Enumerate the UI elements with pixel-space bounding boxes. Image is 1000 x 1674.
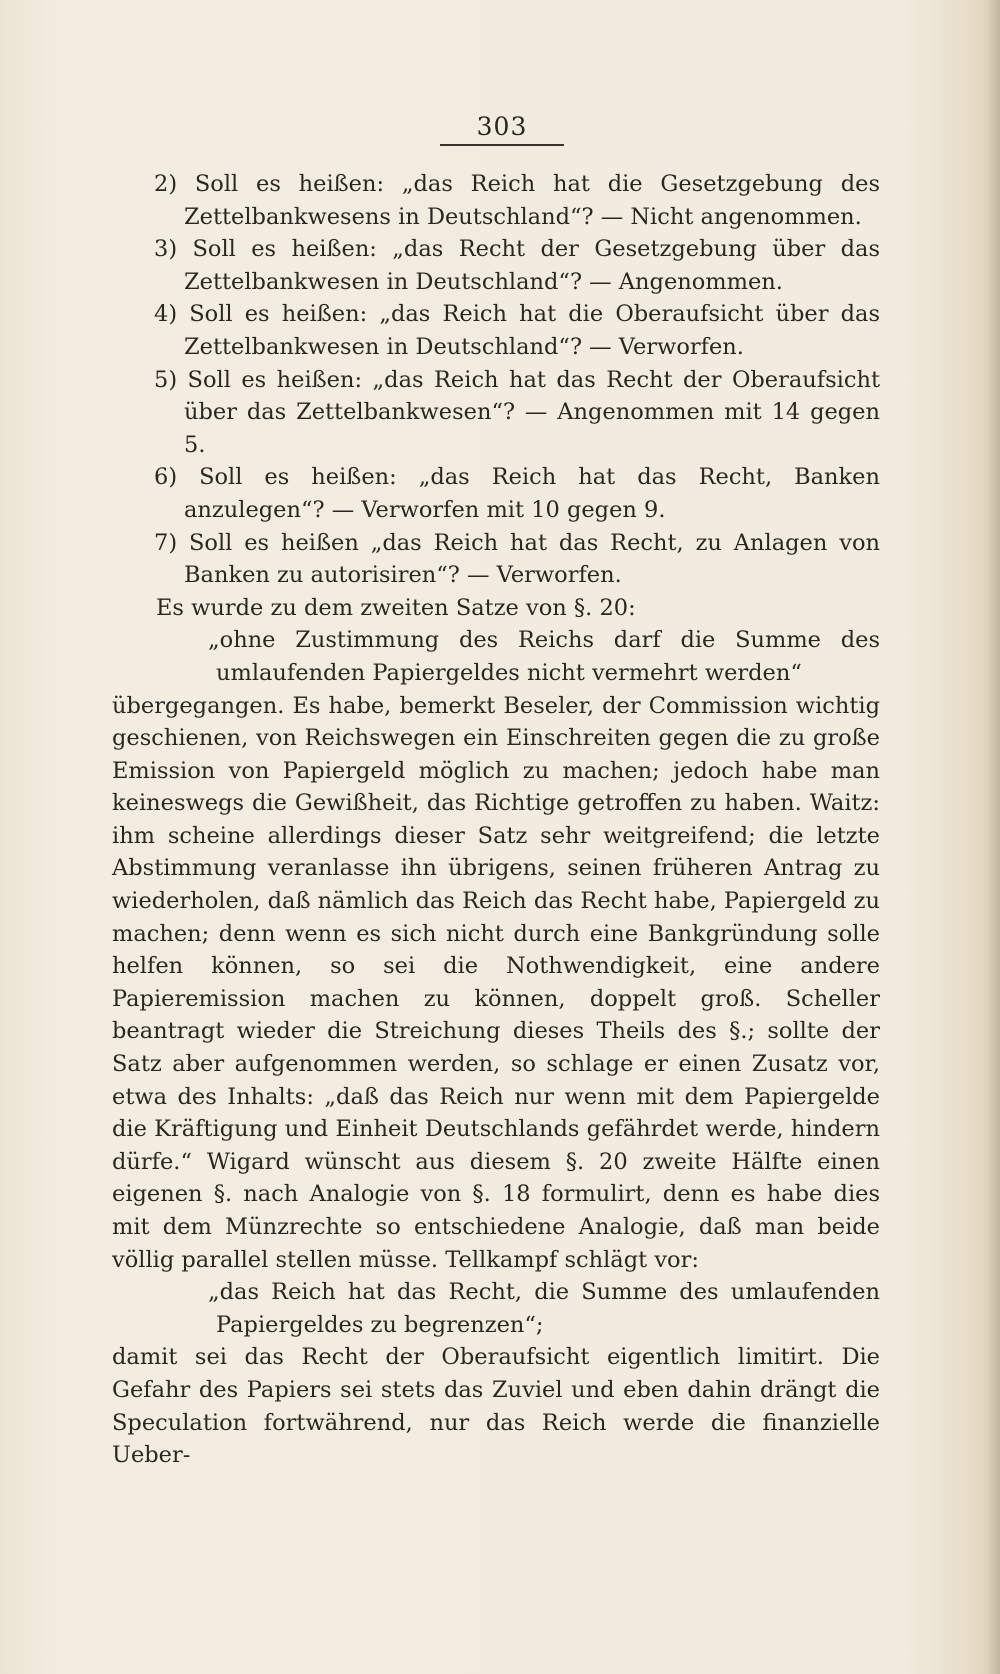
vote-item-7: 7) Soll es heißen „das Reich hat das Recht, zu Anlagen von Banken zu autorisiren“? — Verworfen. (154, 529, 880, 589)
page-number-rule (440, 144, 564, 146)
page-number: 303 (476, 112, 528, 141)
body-paragraph-1: übergegangen. Es habe, bemerkt Beseler, der Commission wichtig geschienen, von Reichswegen ein Einschreiten gegen die zu große Emission von Papiergeld möglich zu machen; jedoch habe man keineswegs die Gewißheit, das Richtige getroffen zu haben. Waitz: ihm scheine allerdings dieser Satz sehr weitgreifend; die letzte Abstimmung veranlasse ihn übrigens, seinen früheren Antrag zu wiederholen, daß nämlich das Reich das Recht habe, Papiergeld zu machen; denn wenn es sich nicht durch eine Bankgründung solle helfen können, so sei die Nothwendigkeit, eine andere Papieremission machen zu können, doppelt groß. Scheller beantragt wieder die Streichung dieses Theils des §.; sollte der Satz aber aufgenommen werden, so schlage er einen Zusatz vor, etwa des Inhalts: „daß das Reich nur wenn mit dem Papiergelde die Kräftigung und Einheit Deutschlands gefährdet werde, hindern dürfe.“ Wigard wünscht aus diesem §. 20 zweite Hälfte einen eigenen §. nach Analogie von §. 18 formulirt, denn es habe dies mit dem Münzrechte so entschiedene Analogie, daß man beide völlig parallel stellen müsse. Tellkampf schlägt vor: (112, 692, 880, 1273)
vote-item-4: 4) Soll es heißen: „das Reich hat die Oberaufsicht über das Zettelbankwesen in Deutschland“? — Verworfen. (154, 301, 880, 360)
quote-paragraph-20: „ohne Zustimmung des Reichs darf die Summe des umlaufenden Papiergeldes nicht vermehrt werden“ (208, 627, 880, 686)
body-paragraph-2: damit sei das Recht der Oberaufsicht eigentlich limitirt. Die Gefahr des Papiers sei stets das Zuviel und eben dahin drängt die Speculation fortwährend, nur das Reich werde die finanzielle Ueber- (112, 1344, 880, 1469)
vote-item-3: 3) Soll es heißen: „das Recht der Gesetzgebung über das Zettelbankwesen in Deutschland“? — Angenommen. (154, 236, 880, 295)
page-spine-shadow (986, 0, 1000, 1674)
page-body (112, 168, 880, 1472)
quote-tellkampf: „das Reich hat das Recht, die Summe des umlaufenden Papiergeldes zu begrenzen“; (208, 1279, 880, 1338)
intro-line: Es wurde zu dem zweiten Satze von §. 20: (156, 594, 636, 621)
vote-item-2: 2) Soll es heißen: „das Reich hat die Gesetzgebung des Zettelbankwesens in Deutschland“? — Nicht angenommen. (154, 171, 880, 230)
vote-item-6: 6) Soll es heißen: „das Reich hat das Recht, Banken anzulegen“? — Verworfen mit 10 gegen 9. (154, 464, 880, 523)
vote-item-5: 5) Soll es heißen: „das Reich hat das Recht der Oberaufsicht über das Zettelbankwesen“? — Angenommen mit 14 gegen 5. (154, 366, 880, 458)
